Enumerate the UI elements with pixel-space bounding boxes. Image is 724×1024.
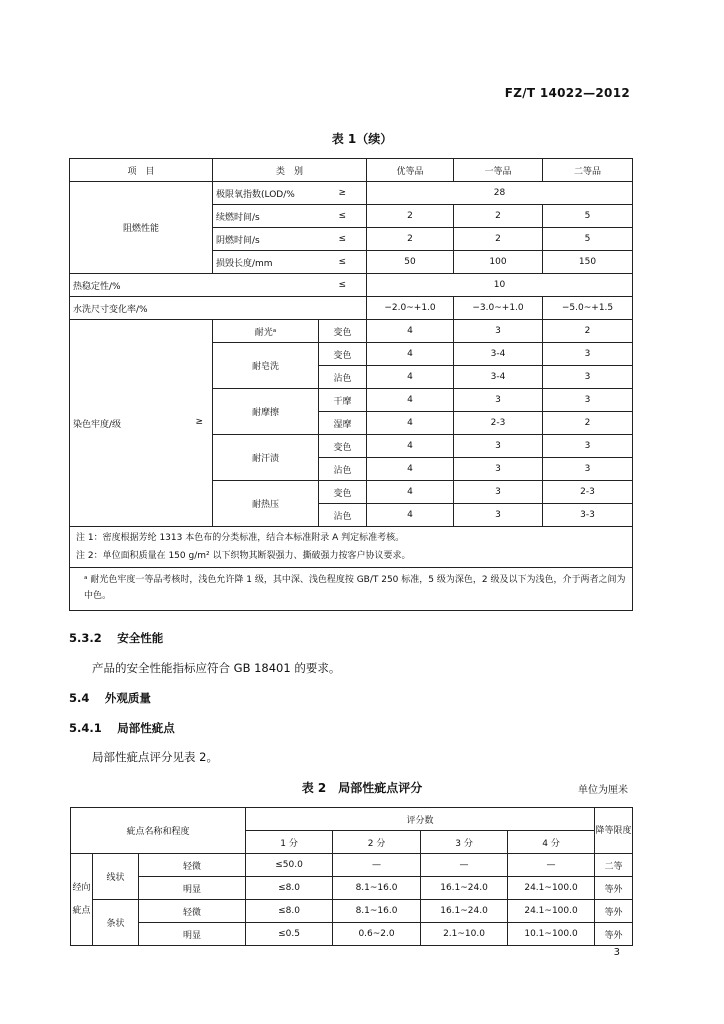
flame-sym: ≤	[319, 251, 367, 274]
defect-degree: 轻微	[139, 854, 246, 877]
warp-defect-label: 经向疵点	[71, 854, 93, 946]
fastness-value: 4	[367, 389, 454, 412]
fastness-value: 3	[543, 389, 633, 412]
table2-caption: 表 2 局部性疵点评分	[301, 781, 423, 795]
flame-label: 阻燃性能	[70, 182, 213, 274]
fastness-value: 3	[454, 504, 543, 527]
fastness-value: 4	[367, 343, 454, 366]
fastness-value: 4	[367, 412, 454, 435]
heat-press-fastness: 耐热压	[213, 481, 319, 527]
dye-fastness-name: 染色牢度/级	[73, 419, 122, 430]
dye-fastness-sym: ≥	[195, 416, 203, 427]
page-number: 3	[613, 947, 620, 958]
fastness-value: 3-4	[454, 366, 543, 389]
table1-head-category: 类 别	[213, 159, 367, 182]
fastness-sub: 变色	[319, 481, 367, 504]
fastness-value: 3	[454, 458, 543, 481]
table2-head-name: 疵点名称和程度	[71, 808, 246, 854]
table2-unit: 单位为厘米	[578, 785, 628, 796]
dye-fastness-label	[70, 320, 213, 527]
score-value: —	[333, 854, 421, 877]
soap-fastness: 耐皂洗	[213, 343, 319, 389]
flame-sym: ≤	[319, 228, 367, 251]
thermal-label: 热稳定性/%	[70, 274, 319, 297]
fastness-value: 3	[543, 458, 633, 481]
score-value: —	[421, 854, 508, 877]
section-title: 安全性能	[117, 631, 164, 645]
fastness-value: 3	[454, 320, 543, 343]
defect-degree: 明显	[139, 877, 246, 900]
defect-category: 线状	[93, 854, 139, 900]
fastness-value: 4	[367, 320, 454, 343]
thermal-sym: ≤	[319, 274, 367, 297]
score-value: ≤8.0	[246, 877, 333, 900]
wash-value: −2.0~+1.0	[367, 297, 454, 320]
downgrade-limit: 二等	[595, 854, 633, 877]
flame-item: 续燃时间/s	[213, 205, 319, 228]
fastness-value: 3	[454, 389, 543, 412]
table2-head-downgrade: 降等限度	[595, 808, 633, 854]
score-value: 16.1~24.0	[421, 900, 508, 923]
section-5-3-2-text: 产品的安全性能指标应符合 GB 18401 的要求。	[92, 661, 341, 675]
score-value: 2.1~10.0	[421, 923, 508, 946]
flame-sym: ≤	[319, 205, 367, 228]
score-value: 24.1~100.0	[508, 900, 595, 923]
section-5-4-heading	[69, 690, 151, 706]
fastness-sub: 变色	[319, 320, 367, 343]
flame-value: 28	[367, 182, 633, 205]
standard-number: FZ/T 14022—2012	[504, 86, 630, 100]
section-5-4-1-text: 局部性疵点评分见表 2。	[92, 750, 218, 764]
fastness-value: 3-3	[543, 504, 633, 527]
score-value: ≤0.5	[246, 923, 333, 946]
fastness-value: 2	[543, 412, 633, 435]
table1-head-grade: 一等品	[454, 159, 543, 182]
fastness-value: 2	[543, 320, 633, 343]
fastness-value: 4	[367, 435, 454, 458]
flame-item: 损毁长度/mm	[213, 251, 319, 274]
fastness-sub: 变色	[319, 343, 367, 366]
section-title: 外观质量	[104, 691, 151, 705]
section-number: 5.3.2	[69, 631, 102, 645]
flame-value: 100	[454, 251, 543, 274]
fastness-value: 4	[367, 366, 454, 389]
fastness-value: 3	[543, 366, 633, 389]
score-value: 0.6~2.0	[333, 923, 421, 946]
rub-fastness: 耐摩擦	[213, 389, 319, 435]
table1-notes	[70, 527, 633, 568]
fastness-sub: 沾色	[319, 504, 367, 527]
score-value: 24.1~100.0	[508, 877, 595, 900]
fastness-sub: 变色	[319, 435, 367, 458]
section-title: 局部性疵点	[117, 721, 175, 735]
defect-category: 条状	[93, 900, 139, 946]
fastness-value: 3-4	[454, 343, 543, 366]
table2	[70, 807, 633, 946]
table2-head-points: 2 分	[333, 831, 421, 854]
table2-head-points: 3 分	[421, 831, 508, 854]
table2-head-points: 4 分	[508, 831, 595, 854]
score-value: ≤50.0	[246, 854, 333, 877]
flame-value: 5	[543, 228, 633, 251]
table2-head-points: 1 分	[246, 831, 333, 854]
table2-head-score: 评分数	[246, 808, 595, 831]
wash-value: −3.0~+1.0	[454, 297, 543, 320]
flame-value: 2	[367, 228, 454, 251]
section-5-3-2-heading	[69, 630, 163, 646]
flame-value: 150	[543, 251, 633, 274]
fastness-value: 3	[543, 435, 633, 458]
flame-value: 5	[543, 205, 633, 228]
defect-degree: 轻微	[139, 900, 246, 923]
table1	[69, 158, 633, 611]
fastness-value: 3	[454, 481, 543, 504]
downgrade-limit: 等外	[595, 877, 633, 900]
flame-sym: ≥	[319, 182, 367, 205]
section-number: 5.4.1	[69, 721, 102, 735]
fastness-value: 3	[454, 435, 543, 458]
table1-head-item: 项 目	[70, 159, 213, 182]
flame-value: 2	[367, 205, 454, 228]
wash-value: −5.0~+1.5	[543, 297, 633, 320]
flame-item: 阴燃时间/s	[213, 228, 319, 251]
fastness-sub: 沾色	[319, 458, 367, 481]
score-value: 10.1~100.0	[508, 923, 595, 946]
light-fastness: 耐光ᵃ	[213, 320, 319, 343]
fastness-value: 3	[543, 343, 633, 366]
score-value: —	[508, 854, 595, 877]
flame-value: 2	[454, 228, 543, 251]
defect-degree: 明显	[139, 923, 246, 946]
fastness-value: 4	[367, 481, 454, 504]
section-5-4-1-heading	[69, 720, 175, 736]
table1-head-grade: 二等品	[543, 159, 633, 182]
table1-head-grade: 优等品	[367, 159, 454, 182]
thermal-value: 10	[367, 274, 633, 297]
fastness-value: 2-3	[543, 481, 633, 504]
fastness-value: 2-3	[454, 412, 543, 435]
fastness-value: 4	[367, 504, 454, 527]
fastness-value: 4	[367, 458, 454, 481]
score-value: 8.1~16.0	[333, 900, 421, 923]
flame-value: 50	[367, 251, 454, 274]
table1-footnote: ᵃ 耐光色牢度一等品考核时，浅色允许降 1 级，其中深、浅色程度按 GB/T 250 标准，5 级为深色，2 级及以下为浅色，介于两者之间为中色。	[70, 568, 633, 611]
score-value: 16.1~24.0	[421, 877, 508, 900]
flame-value: 2	[454, 205, 543, 228]
downgrade-limit: 等外	[595, 923, 633, 946]
sweat-fastness: 耐汗渍	[213, 435, 319, 481]
fastness-sub: 湿摩	[319, 412, 367, 435]
section-number: 5.4	[69, 691, 90, 705]
table1-note-1: 注 1：密度根据芳纶 1313 本色布的分类标准，结合本标准附录 A 判定标准考核。	[76, 533, 405, 543]
table1-note-2: 注 2：单位面积质量在 150 g/m² 以下织物其断裂强力、撕破强力按客户协议要求。	[76, 551, 411, 561]
table1-caption: 表 1（续）	[331, 132, 393, 146]
score-value: 8.1~16.0	[333, 877, 421, 900]
wash-label: 水洗尺寸变化率/%	[70, 297, 367, 320]
fastness-sub: 干摩	[319, 389, 367, 412]
downgrade-limit: 等外	[595, 900, 633, 923]
score-value: ≤8.0	[246, 900, 333, 923]
flame-item: 极限氧指数(LOD/%	[213, 182, 319, 205]
fastness-sub: 沾色	[319, 366, 367, 389]
